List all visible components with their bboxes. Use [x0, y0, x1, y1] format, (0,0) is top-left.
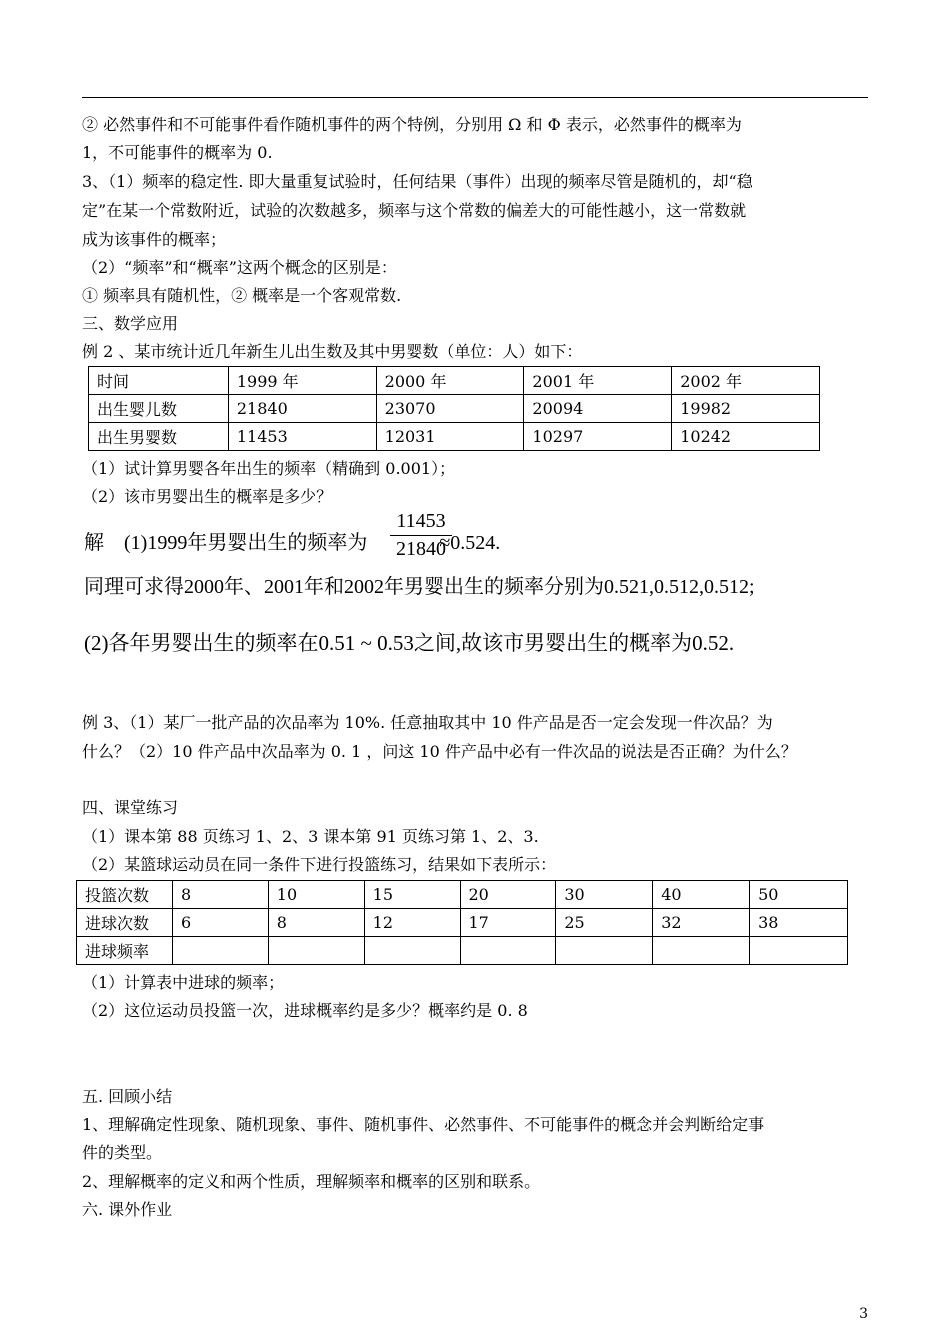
section-heading: 四、课堂练习: [82, 798, 179, 817]
table-cell: 20094: [524, 395, 672, 423]
text-line: 3、（1）频率的稳定性. 即大量重复试验时，任何结果（事件）出现的频率尽管是随机的，却“稳: [82, 172, 753, 191]
table-cell: 32: [653, 909, 750, 937]
table-cell: 17: [460, 909, 556, 937]
text-line: 1，不可能事件的概率为 0.: [82, 143, 273, 162]
solution-part-2: 同理可求得2000年、2001年和2002年男婴出生的频率分别为0.521,0.512,0.512;: [84, 576, 755, 598]
fraction: [390, 510, 452, 561]
header-rule: [82, 97, 868, 98]
table-cell: 进球频率: [77, 937, 173, 965]
table-cell: 时间: [89, 367, 229, 395]
fraction-numerator: 11453: [396, 510, 446, 532]
text-line: ② 必然事件和不可能事件看作随机事件的两个特例，分别用 Ω 和 Φ 表示，必然事件的概率为: [82, 115, 742, 134]
table-cell: 38: [750, 909, 848, 937]
table-cell: 50: [750, 881, 848, 909]
text-line: （2）“频率”和“概率”这两个概念的区别是：: [82, 258, 397, 277]
table-cell: 8: [268, 909, 364, 937]
basketball-table: [76, 880, 848, 965]
table-cell: [172, 937, 268, 965]
table-cell: 8: [172, 881, 268, 909]
solution-result: ≈0.524.: [439, 532, 501, 554]
section-heading: 三、数学应用: [82, 314, 179, 333]
table-cell: 2001 年: [524, 367, 672, 395]
table-row: [89, 423, 820, 451]
practice-3: （1）计算表中进球的频率；: [82, 973, 285, 992]
table-cell: 10: [268, 881, 364, 909]
table-row: [89, 395, 820, 423]
table-cell: 10297: [524, 423, 672, 451]
fraction-denominator: 21840: [396, 538, 446, 560]
solution-prefix: 解 (1)1999年男婴出生的频率为: [84, 532, 368, 554]
table-cell: 20: [460, 881, 556, 909]
practice-2: （2）某篮球运动员在同一条件下进行投篮练习，结果如下表所示：: [82, 855, 557, 874]
table-cell: 投篮次数: [77, 881, 173, 909]
question-1: （1）试计算男婴各年出生的频率（精确到 0.001）；: [82, 459, 456, 478]
practice-1: （1）课本第 88 页练习 1、2、3 课本第 91 页练习第 1、2、3.: [82, 827, 539, 846]
summary-1b: 件的类型。: [82, 1143, 163, 1162]
example-3-line-2: 什么？（2）10 件产品中次品率为 0. 1 ，问这 10 件产品中必有一件次品的说法是否正确？为什么？: [82, 742, 797, 761]
text-line: 定”在某一个常数附近，试验的次数越多，频率与这个常数的偏差大的可能性越小，这一常数就: [82, 201, 747, 220]
text-line: 成为该事件的概率；: [82, 230, 227, 249]
solution-part-3: (2)各年男婴出生的频率在0.51 ~ 0.53之间,故该市男婴出生的概率为0.52.: [84, 631, 735, 655]
table-cell: [653, 937, 750, 965]
table-cell: 21840: [228, 395, 376, 423]
births-table: [88, 366, 820, 451]
table-cell: 23070: [376, 395, 524, 423]
question-2: （2）该市男婴出生的概率是多少？: [82, 487, 333, 506]
table-cell: 2000 年: [376, 367, 524, 395]
table-cell: [460, 937, 556, 965]
page-number: 3: [859, 1306, 868, 1322]
table-cell: 6: [172, 909, 268, 937]
table-row: [77, 881, 848, 909]
table-row: [77, 909, 848, 937]
fraction-bar: [390, 535, 452, 536]
table-cell: 12031: [376, 423, 524, 451]
text-line: ① 频率具有随机性，② 概率是一个客观常数.: [82, 286, 402, 305]
table-cell: 出生男婴数: [89, 423, 229, 451]
table-cell: 25: [556, 909, 653, 937]
table-cell: [750, 937, 848, 965]
table-cell: 19982: [672, 395, 820, 423]
table-cell: 10242: [672, 423, 820, 451]
table-cell: 30: [556, 881, 653, 909]
table-cell: [364, 937, 460, 965]
table-cell: 进球次数: [77, 909, 173, 937]
table-cell: [556, 937, 653, 965]
table-cell: 15: [364, 881, 460, 909]
table-row: [89, 367, 820, 395]
section-heading: 五. 回顾小结: [82, 1087, 173, 1106]
section-heading: 六. 课外作业: [82, 1200, 173, 1219]
example-3-line-1: 例 3、（1）某厂一批产品的次品率为 10%. 任意抽取其中 10 件产品是否一定会发现一件次品？为: [82, 713, 773, 732]
table-cell: 2002 年: [672, 367, 820, 395]
table-cell: 11453: [228, 423, 376, 451]
table-cell: 40: [653, 881, 750, 909]
example-2-heading: 例 2 、某市统计近几年新生儿出生数及其中男婴数（单位：人）如下：: [82, 342, 583, 361]
practice-4: （2）这位运动员投篮一次，进球概率约是多少？概率约是 0. 8: [82, 1001, 528, 1020]
summary-2: 2、理解概率的定义和两个性质，理解频率和概率的区别和联系。: [82, 1172, 541, 1191]
table-cell: [268, 937, 364, 965]
table-cell: 1999 年: [228, 367, 376, 395]
table-cell: 12: [364, 909, 460, 937]
table-cell: 出生婴儿数: [89, 395, 229, 423]
table-row: [77, 937, 848, 965]
summary-1a: 1、理解确定性现象、随机现象、事件、随机事件、必然事件、不可能事件的概念并会判断给定事: [82, 1115, 765, 1134]
